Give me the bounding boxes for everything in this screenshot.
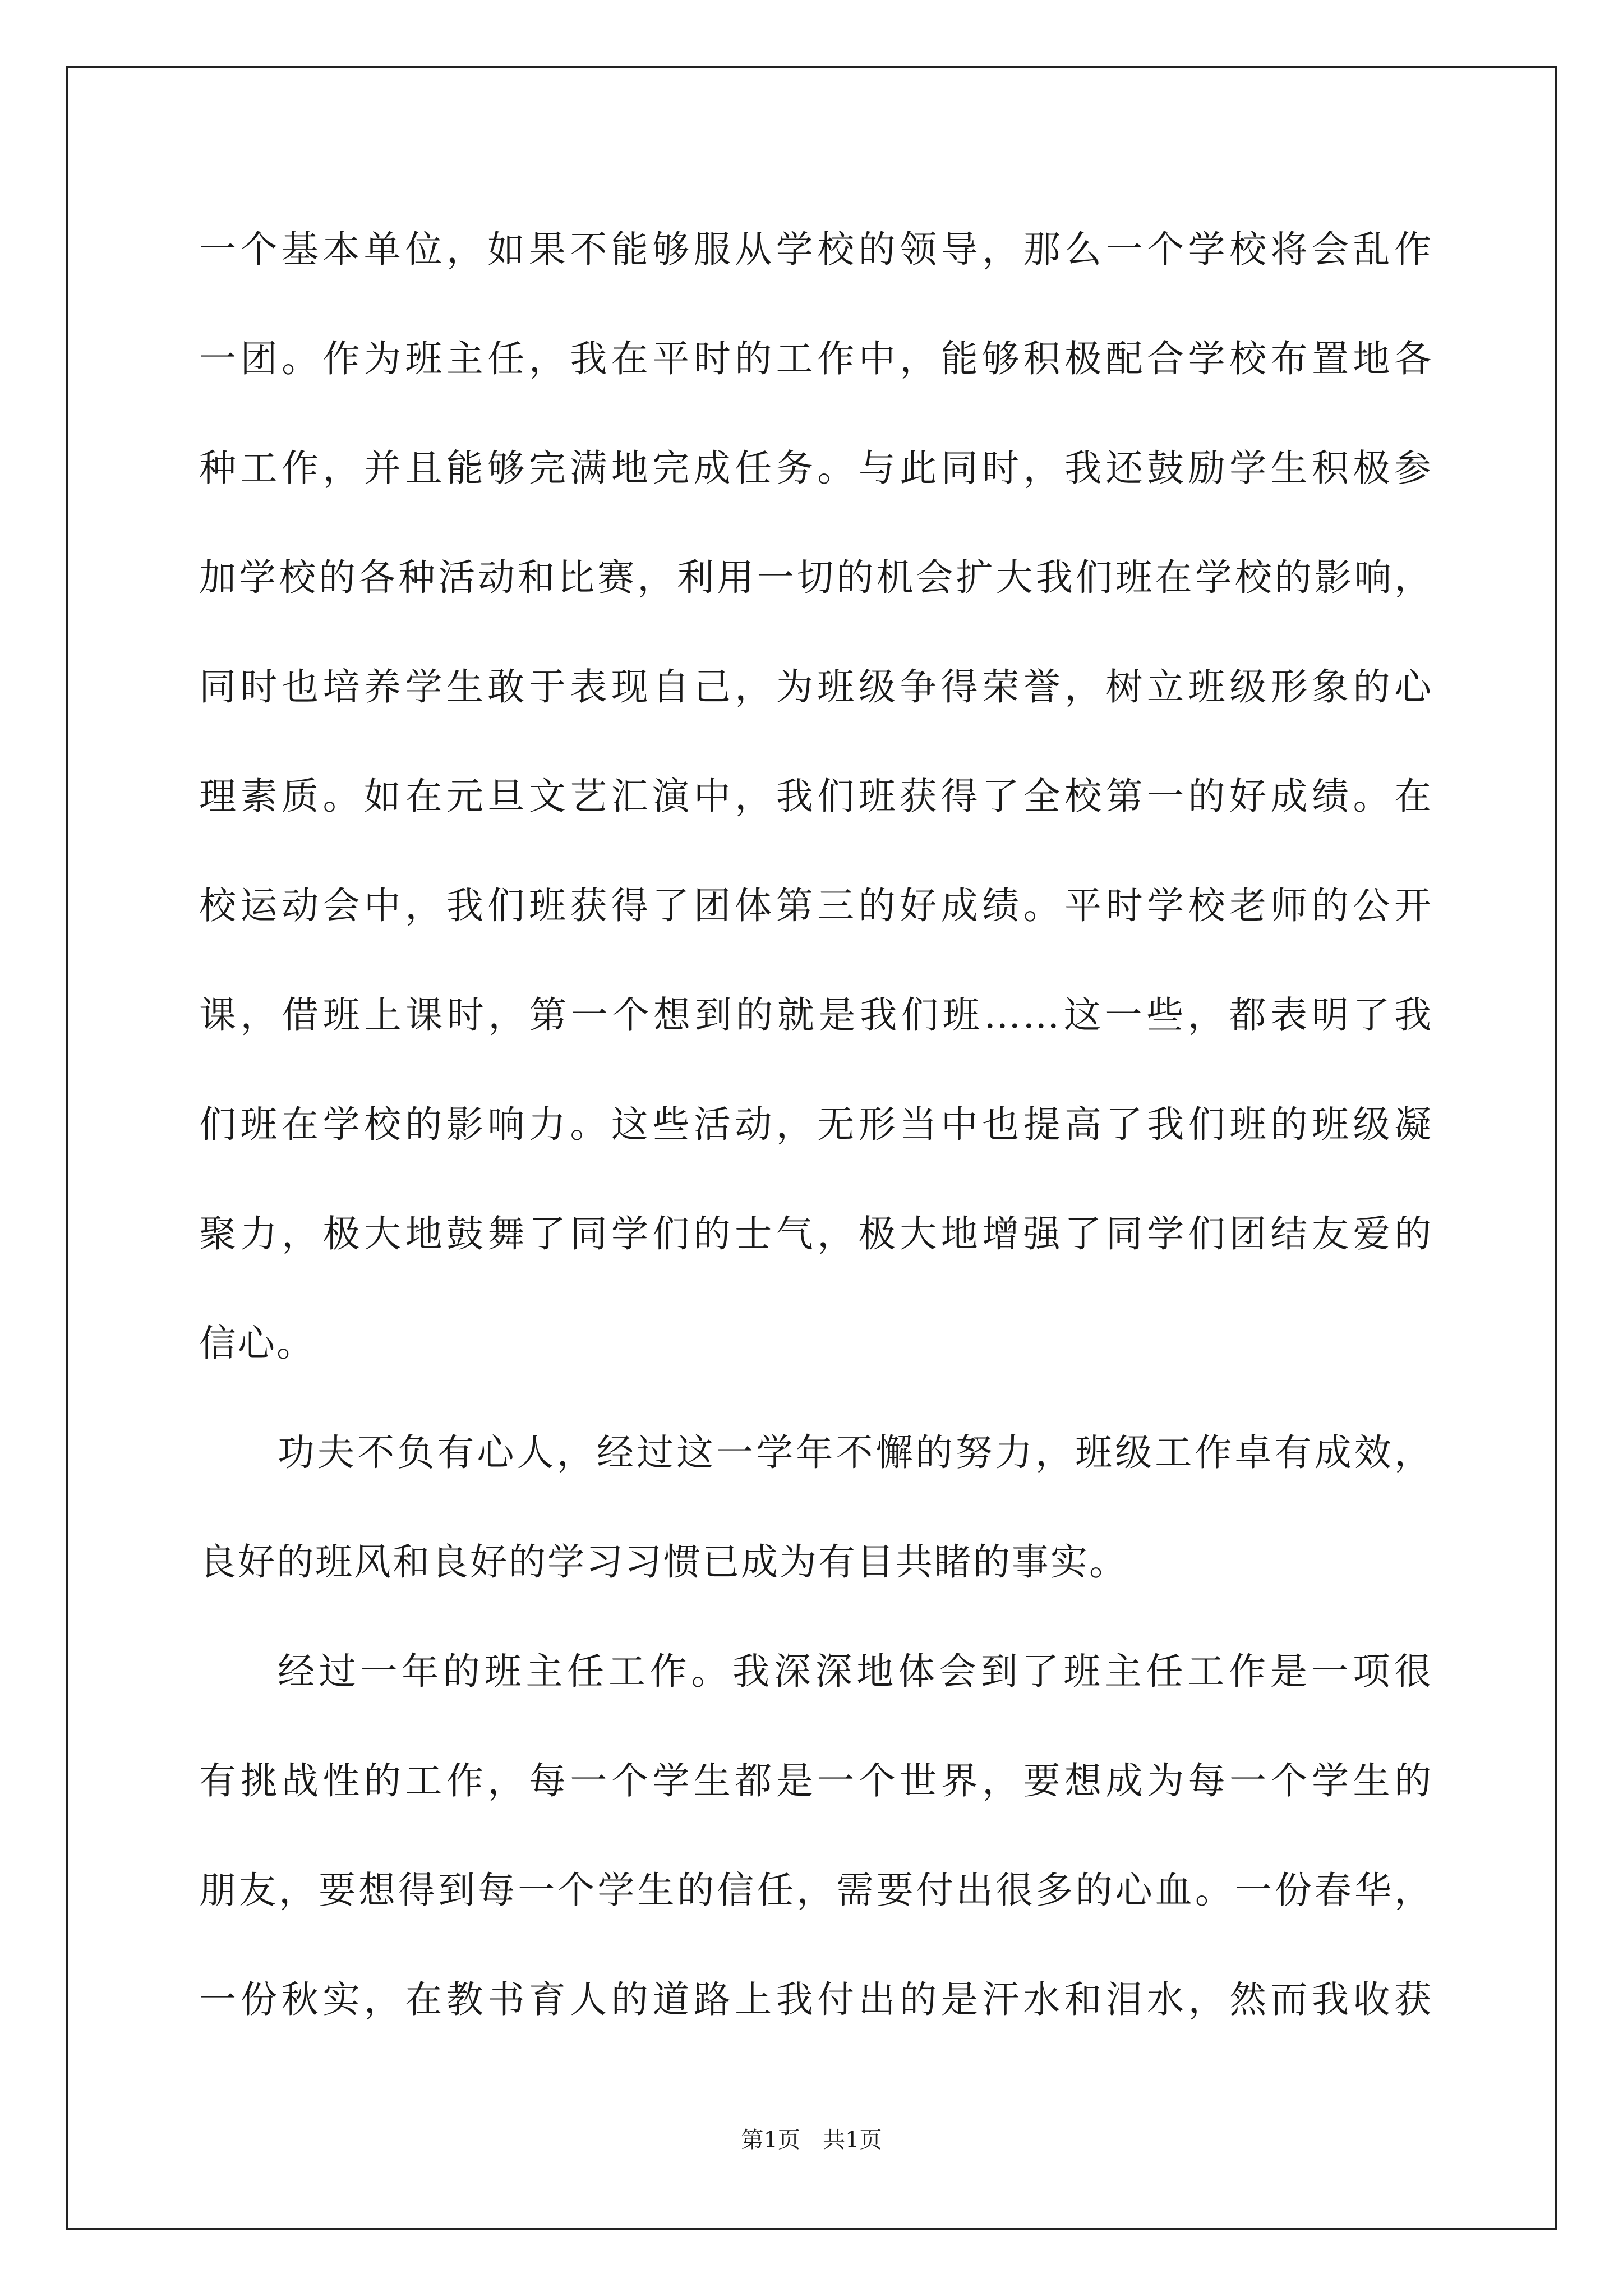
- body-line-5: 同时也培养学生敢于表现自己，为班级争得荣誉，树立班级形象的心: [199, 665, 1433, 708]
- body-line-14: 经过一年的班主任工作。我深深地体会到了班主任工作是一项很: [278, 1650, 1433, 1693]
- body-line-17: 一份秋实，在教书育人的道路上我付出的是汗水和泪水，然而我收获: [199, 1978, 1433, 2021]
- body-line-15: 有挑战性的工作，每一个学生都是一个世界，要想成为每一个学生的: [199, 1759, 1433, 1802]
- body-line-12: 功夫不负有心人，经过这一学年不懈的努力，班级工作卓有成效，: [278, 1431, 1433, 1474]
- body-line-4: 加学校的各种活动和比赛，利用一切的机会扩大我们班在学校的影响，: [199, 556, 1433, 599]
- body-line-1: 一个基本单位，如果不能够服从学校的领导，那么一个学校将会乱作: [199, 228, 1433, 271]
- body-line-6: 理素质。如在元旦文艺汇演中，我们班获得了全校第一的好成绩。在: [199, 775, 1433, 818]
- document-body: [199, 213, 1433, 2073]
- body-line-8: 课，借班上课时，第一个想到的就是我们班……这一些，都表明了我: [199, 993, 1433, 1037]
- body-line-3: 种工作，并且能够完满地完成任务。与此同时，我还鼓励学生积极参: [199, 447, 1433, 490]
- body-line-7: 校运动会中，我们班获得了团体第三的好成绩。平时学校老师的公开: [199, 884, 1433, 927]
- page-footer: 第1页 共1页: [741, 2127, 882, 2153]
- body-line-10: 聚力，极大地鼓舞了同学们的士气，极大地增强了同学们团结友爱的: [199, 1212, 1433, 1255]
- body-line-13: 良好的班风和良好的学习习惯已成为有目共睹的事实。: [199, 1540, 1128, 1584]
- body-line-9: 们班在学校的影响力。这些活动，无形当中也提高了我们班的班级凝: [199, 1103, 1433, 1146]
- body-line-2: 一团。作为班主任，我在平时的工作中，能够积极配合学校布置地各: [199, 337, 1433, 380]
- body-line-11: 信心。: [199, 1322, 315, 1365]
- body-line-16: 朋友，要想得到每一个学生的信任，需要付出很多的心血。一份春华，: [199, 1869, 1433, 1912]
